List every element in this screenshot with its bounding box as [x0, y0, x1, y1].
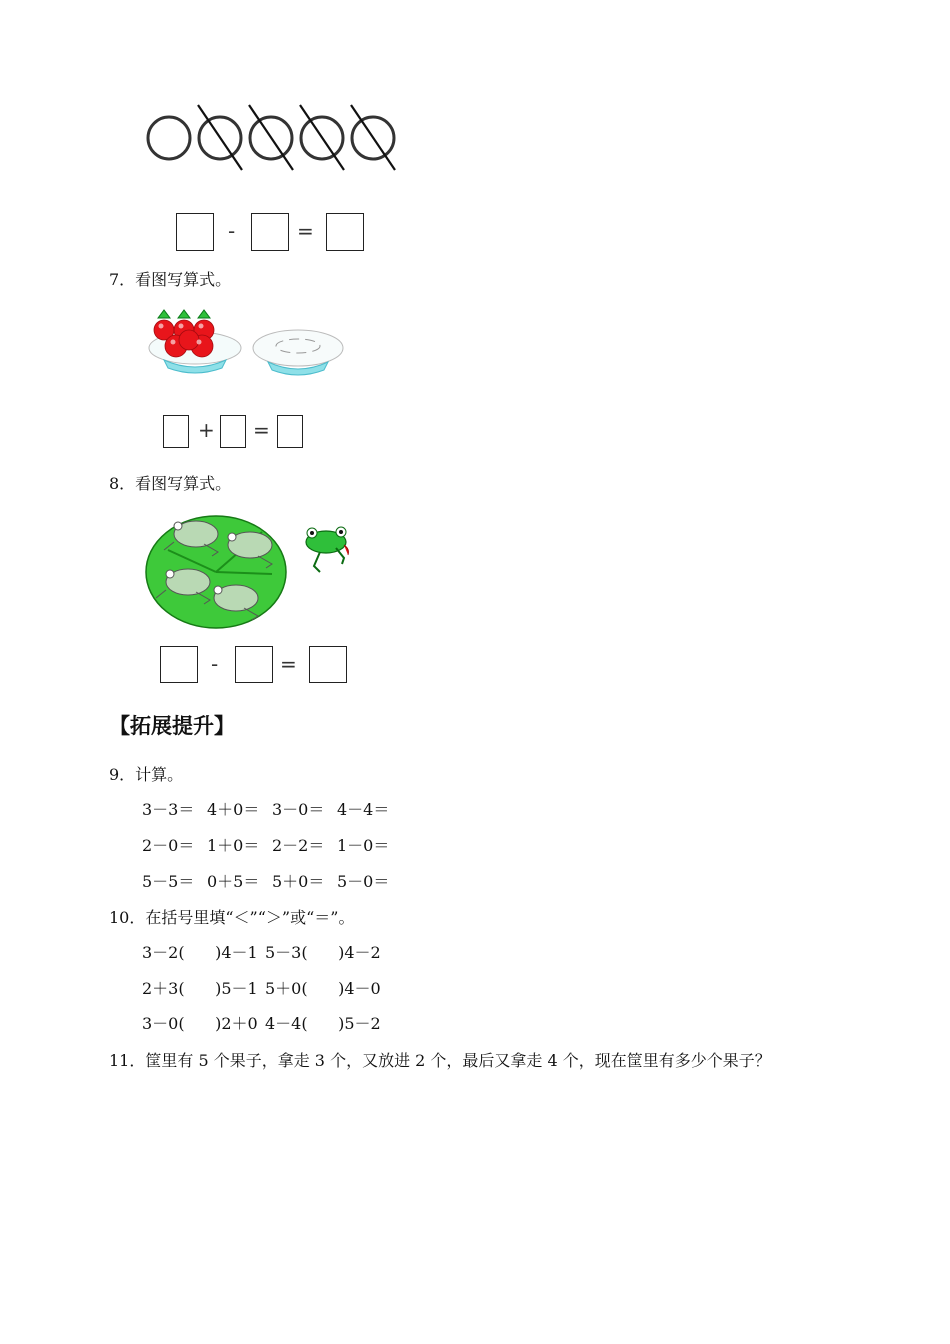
circle-1 [148, 117, 190, 159]
frogs-lilypad-figure [144, 512, 359, 632]
equals-sign: = [297, 219, 314, 243]
compare-item: 5－3( )4－2 [265, 943, 381, 962]
calc-item: 0＋5＝ [207, 872, 260, 891]
compare-item: 4－4( )5－2 [265, 1014, 381, 1033]
compare-item: 3－0( )2＋0 [142, 1014, 258, 1033]
answer-box[interactable] [235, 646, 273, 683]
question-9-title: 9．计算。 [109, 765, 184, 784]
answer-box[interactable] [326, 213, 364, 251]
answer-box[interactable] [277, 415, 303, 448]
answer-box[interactable] [160, 646, 198, 683]
answer-box[interactable] [220, 415, 246, 448]
question-8-title: 8．看图写算式。 [109, 474, 232, 493]
calc-item: 5－5＝ [142, 872, 195, 891]
compare-item: 5＋0( )4－0 [265, 979, 381, 998]
answer-box[interactable] [163, 415, 189, 448]
plus-sign: + [198, 418, 215, 442]
calc-item: 5－0＝ [337, 872, 390, 891]
calc-item: 1＋0＝ [207, 836, 260, 855]
calc-item: 4－4＝ [337, 800, 390, 819]
minus-sign: - [228, 219, 236, 243]
apple-plates-figure [146, 308, 351, 378]
calc-item: 3－3＝ [142, 800, 195, 819]
answer-box[interactable] [309, 646, 347, 683]
jumping-frog-icon [306, 527, 349, 572]
crossed-circles-figure [140, 100, 400, 176]
question-10-title: 10．在括号里填“＜”“＞”或“＝”。 [109, 908, 355, 927]
calc-item: 2－0＝ [142, 836, 195, 855]
calc-item: 3－0＝ [272, 800, 325, 819]
question-11-text: 11．筐里有 5 个果子，拿走 3 个，又放进 2 个，最后又拿走 4 个，现在筐里有多少个果子？ [109, 1051, 771, 1070]
equals-sign: = [280, 652, 297, 676]
answer-box[interactable] [176, 213, 214, 251]
question-7-title: 7．看图写算式。 [109, 270, 232, 289]
compare-item: 3－2( )4－1 [142, 943, 258, 962]
answer-box[interactable] [251, 213, 289, 251]
empty-plate [253, 330, 343, 375]
calc-item: 5＋0＝ [272, 872, 325, 891]
plate-with-apples [149, 310, 241, 373]
apple-icon [158, 310, 210, 318]
minus-sign: - [211, 652, 219, 676]
equals-sign: = [253, 418, 270, 442]
compare-item: 2＋3( )5－1 [142, 979, 258, 998]
calc-item: 4＋0＝ [207, 800, 260, 819]
calc-item: 1－0＝ [337, 836, 390, 855]
section-heading: 【拓展提升】 [109, 714, 235, 738]
calc-item: 2－2＝ [272, 836, 325, 855]
